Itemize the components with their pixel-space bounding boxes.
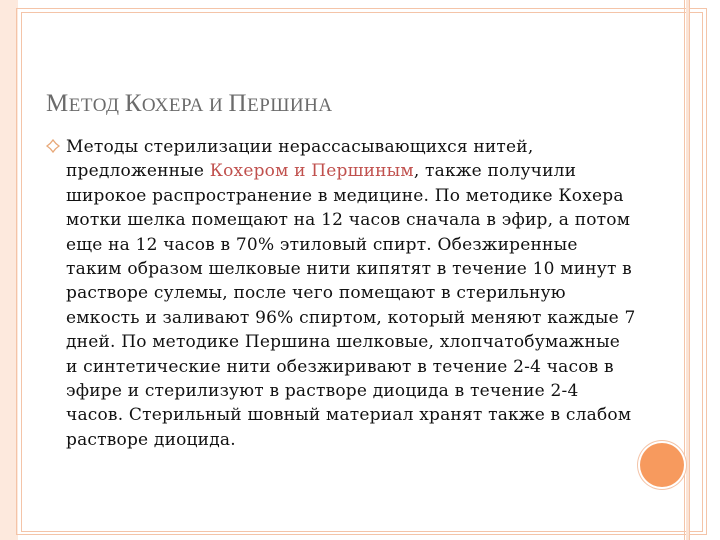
title-initial: М <box>46 90 69 117</box>
title-part: ЕТОД <box>68 95 125 116</box>
title-initial: П <box>228 90 248 117</box>
title-part: ОХЕРА И <box>141 95 229 116</box>
paragraph-text: , также получили широкое распространение в медицине. По методике Кохера мотки шелка помещают на 12 часов сначала в эфир, а потом еще на 12 часов в 70% этиловый спирт. Обезжиренные таким образом шелковые нити кипятят в течение 10 минут в растворе сулемы, после чего помещают в стерильную емкость и заливают 96% спиртом, который меняют каждые 7 дней. По методике Першина шелковые, хлопчатобумажные и синтетические нити обезжиривают в течение 2-4 часов в эфире и стерилизуют в растворе диоцида в течение 2-4 часов. Стерильный шовный материал хранят также в слабом растворе диоцида. <box>66 161 636 450</box>
right-decor-line <box>689 0 690 540</box>
paragraph-highlight: Кохером и Першиным <box>209 161 414 182</box>
title-initial: К <box>124 90 142 117</box>
body-paragraph <box>66 135 636 452</box>
decor-circle <box>640 443 684 487</box>
slide-title <box>46 82 333 119</box>
right-decor-line <box>684 0 685 540</box>
title-part: ЕРШИНА <box>247 95 333 116</box>
paragraph-text: Методы стерилизации нерассасывающихся нитей, предложенные <box>66 137 534 182</box>
hollow-flourish-bullet-icon <box>46 139 60 153</box>
